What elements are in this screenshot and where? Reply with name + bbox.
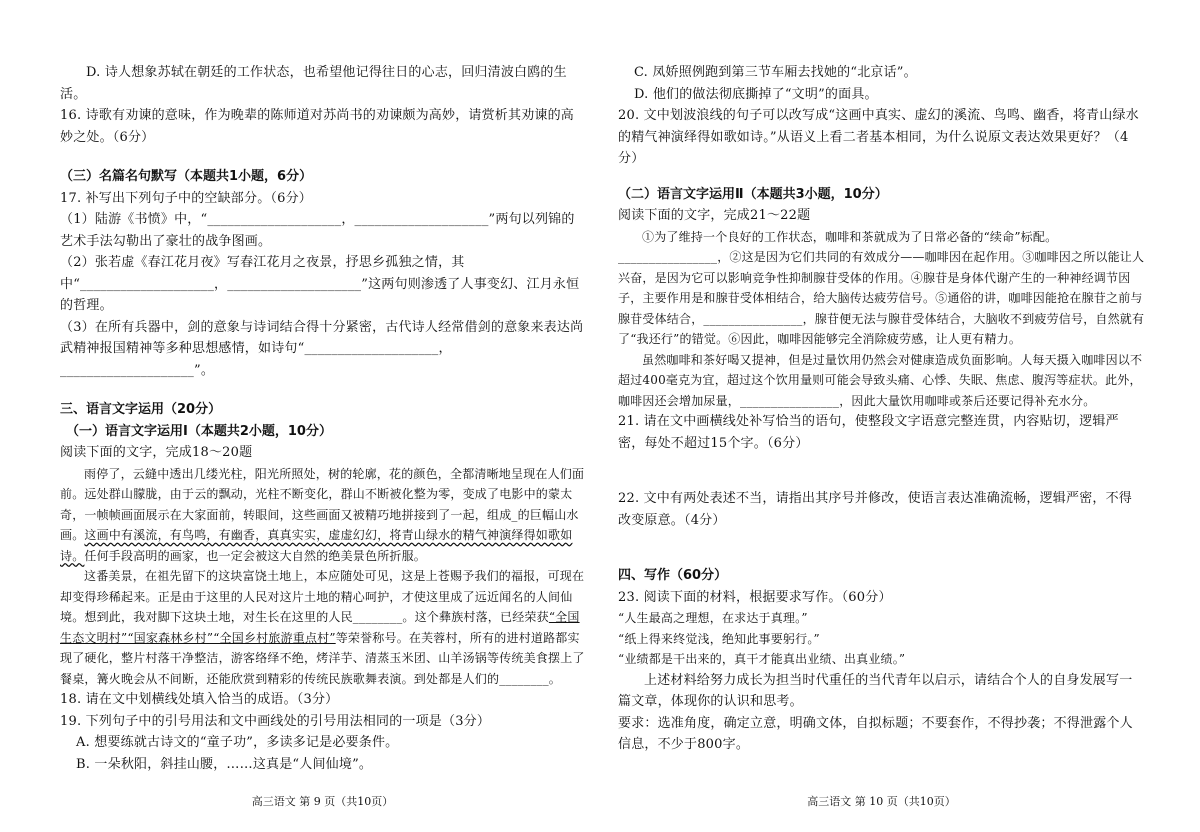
section-heading-famous-quotes: （三）名篇名句默写（本题共1小题，6分）: [60, 169, 313, 184]
left-column: [60, 62, 585, 775]
option-d-q19: D. 他们的做法彻底撕掉了“文明”的面具。: [634, 86, 878, 102]
underlined-quoted-titles: “全国生态文明村”“国家森林乡村”“全国乡村旅游重点村”: [60, 610, 580, 645]
page-footer-right: 高三语文 第 10 页（共10页）: [807, 795, 956, 808]
option-c-q19: C. 凤娇照例跑到第三节车厢去找她的“北京话”。: [634, 65, 917, 80]
question-17-part-1: （1）陆游《书愤》中，“____________________，____________________”两句以列锦的艺术手法勾勒出了豪壮的战争图画。: [60, 212, 575, 249]
subsection-heading-language-1: （一）语言文字运用Ⅰ（本题共2小题，10分）: [66, 423, 332, 439]
material-quote-2: “纸上得来终觉浅，绝知此事要躬行。”: [618, 631, 820, 646]
right-column: [618, 62, 1145, 756]
section-heading-language: 三、语言文字运用（20分）: [60, 402, 222, 417]
wavy-underlined-sentence: 这画中有溪流，有鸟鸣，有幽香，真真实实，虚虚幻幻，将青山绿水的精气神演绎得如歌如诗。: [60, 528, 573, 563]
option-b-q19: B. 一朵秋阳，斜挂山腰，……这真是“人间仙境”。: [76, 756, 373, 772]
reading-instruction-18-20: 阅读下面的文字，完成18～20题: [60, 445, 253, 460]
question-23: 23. 阅读下面的材料，根据要求写作。（60分）: [618, 589, 892, 605]
writing-requirements: 要求：选准角度，确定立意，明确文体，自拟标题；不要套作，不得抄袭；不得泄露个人信息，不少于800字。: [618, 715, 1133, 752]
passage-paragraph-1: [60, 464, 585, 567]
option-d-q15: D. 诗人想象苏轼在朝廷的工作状态，也希望他记得往日的心志，回归清波白鸥的生活。: [60, 65, 567, 102]
writing-prompt: 上述材料给努力成长为担当时代重任的当代青年以启示，请结合个人的自身发展写一篇文章，体现你的认识和思考。: [618, 672, 1133, 709]
material-quote-1: “人生最高之理想，在求达于真理。”: [618, 611, 808, 625]
material-quote-3: “业绩都是干出来的，真干才能真出业绩、出真业绩。”: [618, 652, 906, 666]
page-footer-left: 高三语文 第 9 页（共10页）: [251, 795, 394, 808]
passage-p1-text: 雨停了，云縫中透出几缕光柱，阳光所照处，树的轮廓，花的颜色，全都清晰地呈现在人们面前。远处群山朦胧，由于云的飘动，光柱不断变化，群山不断被化整为零，变成了电影中的蒙太奇，一帧帧画面展示在大家面前，转眼间，这些画面又被精巧地拼接到了一起，组成_的巨幅山水画。: [60, 466, 585, 542]
question-17-part-2: （2）张若虚《春江花月夜》写春江花月之夜景，抒思乡孤独之情，其中“____________________，____________________”这两句则渗透了人事变幻、江月永恒的哲理。: [60, 255, 580, 313]
coffee-passage-paragraph-2: 虽然咖啡和茶好喝又提神，但是过量饮用仍然会对健康造成负面影响。人每天摄入咖啡因以不超过400毫克为宜，超过这个饮用量则可能会导致头痛、心悸、失眠、焦虑、腹泻等症状。此外，咖啡因还会增加尿量，________________，因此大量饮用咖啡或茶后还要记得补充水分。: [618, 352, 1143, 408]
reading-instruction-21-22: 阅读下面的文字，完成21～22题: [618, 208, 811, 223]
question-17: 17. 补写出下列句子中的空缺部分。（6分）: [60, 190, 312, 206]
page-right: [618, 0, 1145, 832]
passage-p2-tail: 等荣誉称号。在芙蓉村，所有的进村道路都实现了硬化，整片村落干净整洁，游客络绎不绝，烤洋芋、清蒸玉米团、山羊汤锅等传统美食摆上了餐桌，篝火晚会从不间断，还能欣赏到精彩的传统民族歌舞表演。到处都是人们的________。: [60, 630, 585, 686]
question-20: 20. 文中划波浪线的句子可以改写成“这画中真实、虚幻的溪流、鸟鸣、幽香，将青山绿水的精气神演绎得如歌如诗。”从语义上看二者基本相同，为什么说原文表达效果更好？（4分）: [618, 108, 1139, 166]
passage-p1-tail: 任何手段高明的画家，也一定会被这大自然的绝美景色所折服。: [84, 548, 427, 563]
question-19: 19. 下列句子中的引号用法和文中画线处的引号用法相同的一项是（3分）: [60, 713, 491, 729]
question-17-part-3: （3）在所有兵器中，剑的意象与诗词结合得十分紧密，古代诗人经常借剑的意象来表达尚武精神报国精神等多种思想感情，如诗句“____________________，____________________”。: [60, 319, 584, 378]
passage-paragraph-2: [60, 566, 585, 689]
coffee-passage-paragraph-1: ①为了维持一个良好的工作状态，咖啡和茶就成为了日常必备的“续命”标配。________________，②这是因为它们共同的有效成分——咖啡因在起作用。③咖啡因之所以能让人兴奋，是因为它可以影响竞争性抑制腺苷受体的作用。④腺苷是身体代谢产生的一种神经调节因子，主要作用是和腺苷受体相结合，给大脑传达疲劳信号。⑤通俗的讲，咖啡因能抢在腺苷之前与腺苷受体结合，________________，腺苷便无法与腺苷受体结合，大脑收不到疲劳信号，自然就有了“我还行”的错觉。⑥因此，咖啡因能够完全消除疲劳感，让人更有精力。: [618, 229, 1145, 346]
question-18: 18. 请在文中划横线处填入恰当的成语。（3分）: [60, 692, 339, 707]
question-21: 21. 请在文中画横线处补写恰当的语句，使整段文字语意完整连贯，内容贴切，逻辑严密，每处不超过15个字。（6分）: [618, 414, 1119, 451]
option-a-q19: A. 想要练就古诗文的“童子功”，多读多记是必要条件。: [76, 735, 399, 750]
subsection-heading-language-2: （二）语言文字运用Ⅱ（本题共3小题，10分）: [618, 186, 888, 202]
question-16: 16. 诗歌有劝谏的意味，作为晚辈的陈师道对苏尚书的劝谏颇为高妙，请赏析其劝谏的高妙之处。（6分）: [60, 108, 575, 145]
question-22: 22. 文中有两处表述不当，请指出其序号并修改，使语言表达准确流畅，逻辑严密，不得改变原意。（4分）: [618, 491, 1133, 528]
page-left: [60, 0, 585, 832]
passage-p2-text: 这番美景，在祖先留下的这块富饶土地上，本应随处可见，这是上苍赐予我们的福报，可现在却变得珍稀起来。正是由于这里的人民对这片土地的精心呵护，才使这里成了远近闻名的人间仙境。想到此，我对脚下这块土地，对生长在这里的人民________。这个彝族村落，已经荣获: [60, 569, 585, 624]
section-heading-writing: 四、写作（60分）: [618, 568, 728, 583]
